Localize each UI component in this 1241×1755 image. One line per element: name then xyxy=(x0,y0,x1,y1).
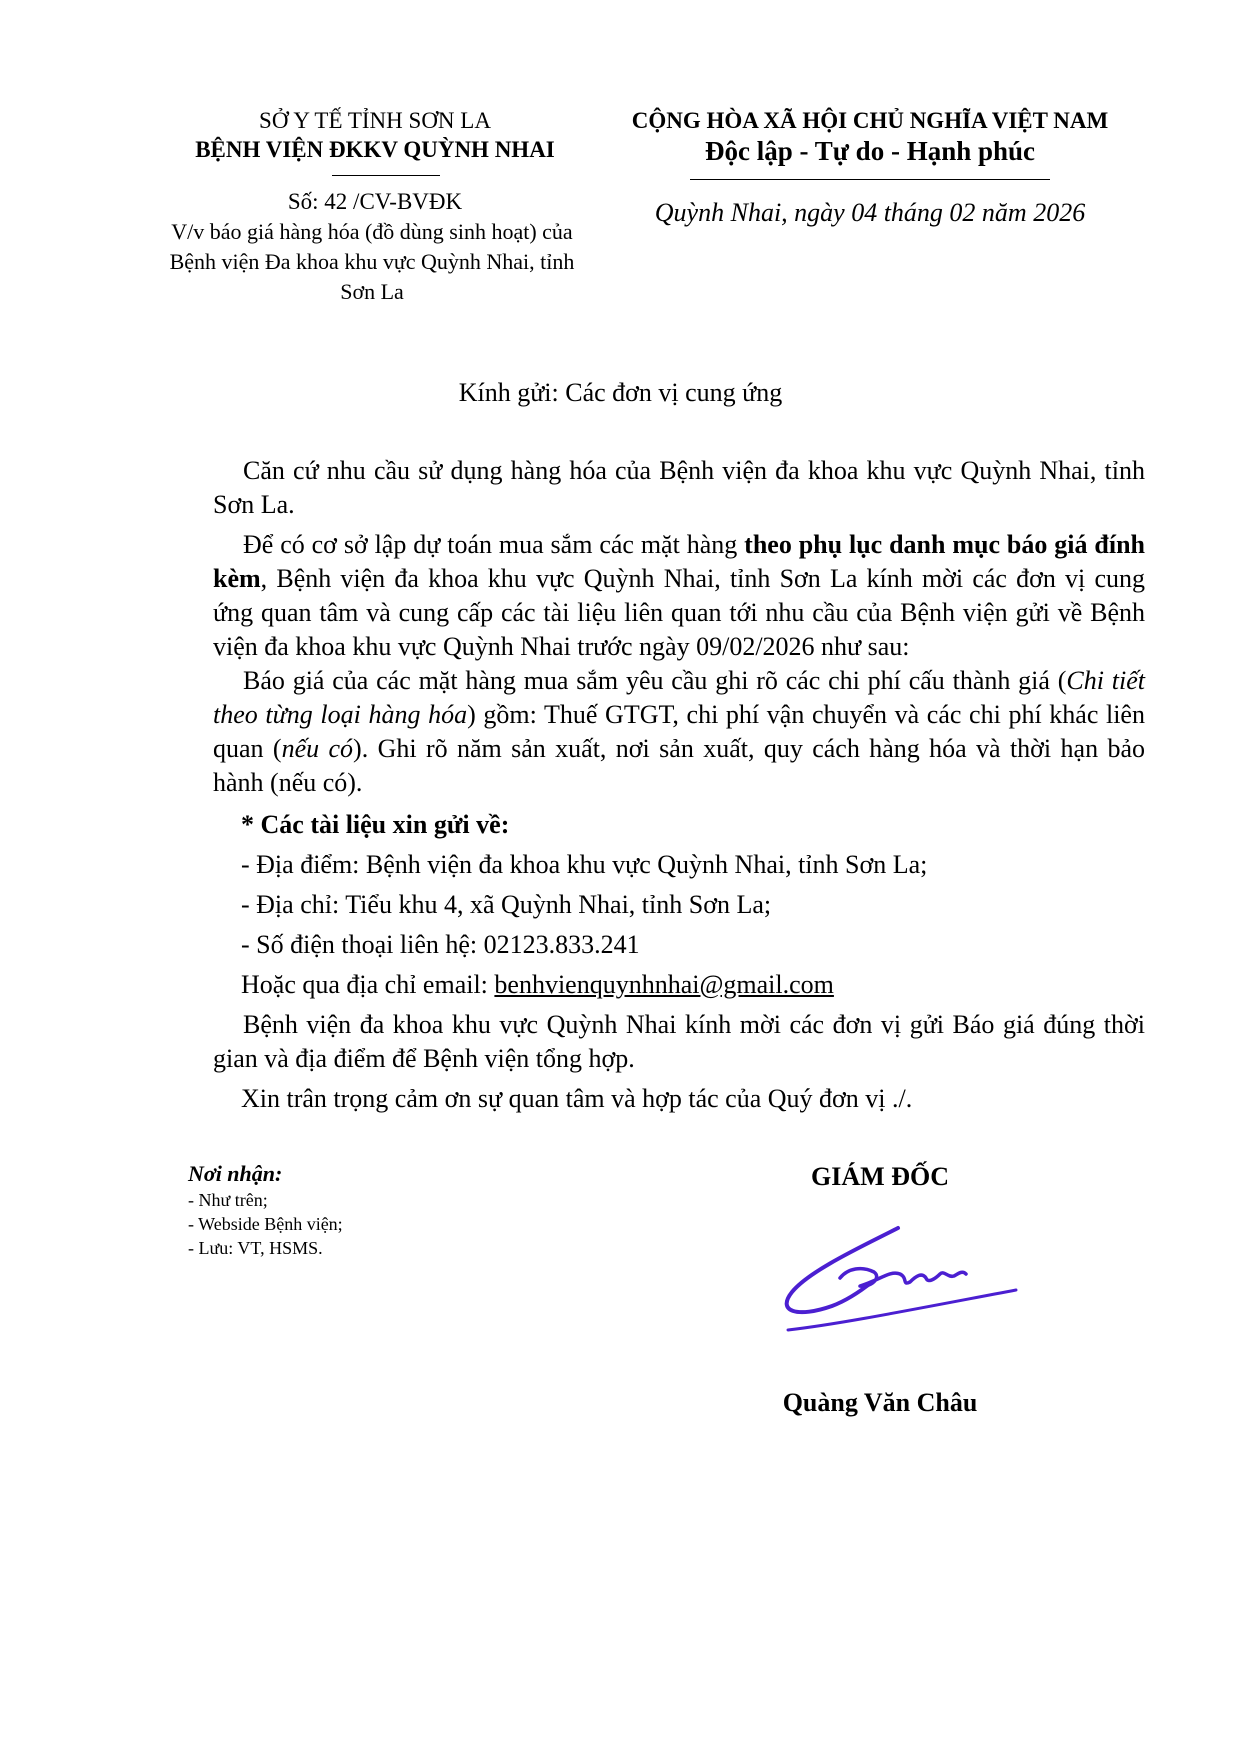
paragraph-invitation: Bệnh viện đa khoa khu vực Quỳnh Nhai kính mời các đơn vị gửi Báo giá đúng thời gian và địa điểm để Bệnh viện tổng hợp. xyxy=(213,1010,1145,1073)
department-name: SỞ Y TẾ TỈNH SƠN LA xyxy=(259,108,491,133)
document-number: Số: 42 /CV-BVĐK xyxy=(287,189,463,214)
handwritten-signature xyxy=(770,1220,1030,1350)
documents-heading: * Các tài liệu xin gửi về: xyxy=(241,810,510,839)
quote-text-a: Báo giá của các mặt hàng mua sắm yêu cầu ghi rõ các chi phí cấu thành giá ( xyxy=(243,666,1067,695)
date-line: Quỳnh Nhai, ngày 04 tháng 02 năm 2026 xyxy=(654,198,1086,227)
paragraph-request xyxy=(213,528,1145,664)
quote-text-italic-detail: Chi tiết theo từng loại hàng hóa xyxy=(213,666,1145,729)
signer-name: Quàng Văn Châu xyxy=(782,1388,978,1417)
paragraph-basis: Căn cứ nhu cầu sử dụng hàng hóa của Bệnh viện đa khoa khu vực Quỳnh Nhai, tỉnh Sơn La. xyxy=(213,456,1145,519)
recipient-item: - Lưu: VT, HSMS. xyxy=(188,1238,323,1258)
signature-stroke xyxy=(840,1269,966,1287)
addressee: Kính gửi: Các đơn vị cung ứng xyxy=(458,378,783,407)
document-subject: V/v báo giá hàng hóa (đồ dùng sinh hoạt) của Bệnh viện Đa khoa khu vực Quỳnh Nhai, tỉnh Sơn La xyxy=(169,219,575,304)
phone-line: - Số điện thoại liên hệ: 02123.833.241 xyxy=(241,930,640,959)
request-text-bold: theo phụ lục danh mục báo giá đính kèm xyxy=(213,530,1145,593)
signer-title: GIÁM ĐỐC xyxy=(811,1162,949,1191)
signature-stroke xyxy=(787,1228,898,1312)
email-link[interactable]: benhvienquynhnhai@gmail.com xyxy=(494,970,834,999)
right-header-rule xyxy=(690,179,1050,180)
nation-title: CỘNG HÒA XÃ HỘI CHỦ NGHĨA VIỆT NAM xyxy=(631,108,1109,133)
location-line: - Địa điểm: Bệnh viện đa khoa khu vực Quỳnh Nhai, tỉnh Sơn La; xyxy=(241,850,928,879)
recipients-heading: Nơi nhận: xyxy=(188,1161,283,1186)
recipient-item: - Như trên; xyxy=(188,1190,268,1210)
paragraph-quote-requirements xyxy=(213,664,1145,800)
email-line xyxy=(241,968,834,1002)
quote-text-italic-if-any: nếu có xyxy=(281,734,354,763)
national-motto: Độc lập - Tự do - Hạnh phúc xyxy=(704,136,1036,166)
quote-text-b: ) gồm: Thuế GTGT, chi phí vận chuyển và các chi phí khác liên quan ( xyxy=(213,700,1145,763)
email-prefix: Hoặc qua địa chỉ email: xyxy=(241,970,495,999)
hospital-name: BỆNH VIỆN ĐKKV QUỲNH NHAI xyxy=(195,137,555,162)
recipient-item: - Webside Bệnh viện; xyxy=(188,1214,343,1234)
request-text-pre: Để có cơ sở lập dự toán mua sắm các mặt hàng xyxy=(243,530,745,559)
address-line: - Địa chỉ: Tiểu khu 4, xã Quỳnh Nhai, tỉnh Sơn La; xyxy=(241,890,772,919)
left-header-rule xyxy=(332,175,440,176)
request-text-post: , Bệnh viện đa khoa khu vực Quỳnh Nhai, tỉnh Sơn La kính mời các đơn vị cung ứng quan tâm và cung cấp các tài liệu liên quan tới nhu cầu của Bệnh viện gửi về Bệnh viện đa khoa khu vực Quỳnh Nhai trước ngày 09/02/2026 như sau: xyxy=(213,564,1145,661)
paragraph-thanks: Xin trân trọng cảm ơn sự quan tâm và hợp tác của Quý đơn vị ./. xyxy=(241,1084,913,1113)
quote-text-c: ). Ghi rõ năm sản xuất, nơi sản xuất, quy cách hàng hóa và thời hạn bảo hành (nếu có). xyxy=(213,734,1145,797)
